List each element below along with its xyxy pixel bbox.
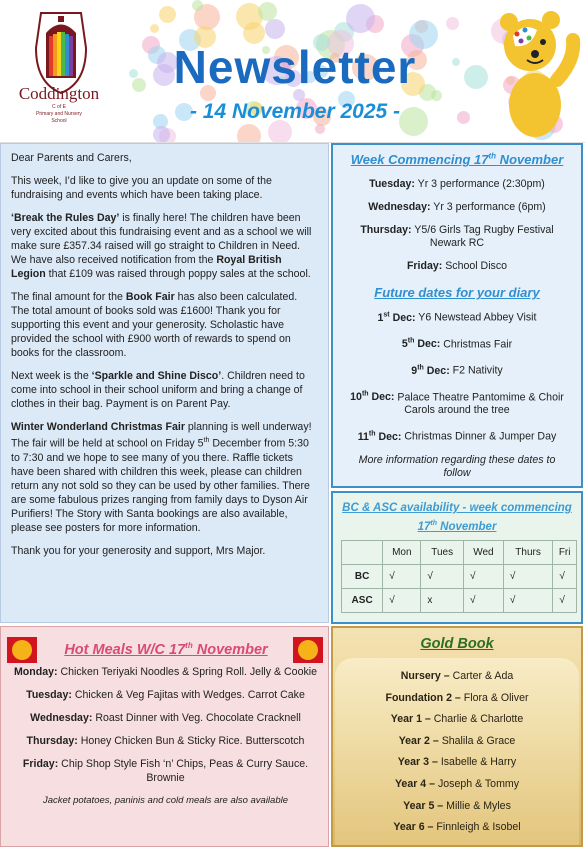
school-name: Coddington	[18, 84, 100, 103]
meal-day: Friday:	[22, 758, 59, 770]
future-text: Palace Theatre Pantomime & Choir Carols around the tree	[394, 391, 564, 417]
future-text: Christmas Fair	[440, 338, 513, 351]
availability-cell: √	[463, 589, 503, 613]
availability-cell: √	[553, 565, 577, 589]
week-event	[333, 201, 581, 214]
meal-text: Chicken & Veg Fajitas with Wedges. Carrot Cake	[71, 689, 305, 701]
availability-title	[333, 500, 581, 535]
availability-day-header: Tues	[421, 541, 464, 565]
future-date-num: 5	[401, 338, 408, 351]
page-title: Newsletter	[173, 41, 417, 93]
future-date-label: Dec:	[423, 364, 450, 377]
gold-book-entry	[333, 774, 581, 796]
meals-title-b: November	[192, 641, 268, 658]
newsletter-date: - 14 November 2025 -	[189, 100, 401, 123]
p3-text-b: . Children need to come into school in their school uniform and bring a change of clothes in their bag. Payment is on Parent Pay.	[11, 370, 305, 410]
gold-book-names: Millie & Myles	[446, 799, 511, 812]
future-date	[411, 365, 449, 377]
gold-book-names: Joseph & Tommy	[437, 777, 520, 790]
school-subtitle	[4, 104, 114, 125]
gold-book-class: Year 1 –	[390, 713, 434, 726]
gold-book-entry	[333, 666, 581, 688]
availability-cell: √	[463, 565, 503, 589]
future-date	[378, 312, 416, 324]
meal-day: Tuesday:	[26, 689, 72, 701]
christmas-fair-label: Winter Wonderland Christmas Fair	[11, 421, 185, 433]
more-info: More information regarding these dates to follow	[358, 453, 556, 479]
gold-book-entry	[333, 817, 581, 839]
christmas-fair-paragraph	[11, 420, 318, 535]
avail-title-sup: th	[430, 520, 437, 527]
meal-text: Chip Shop Style Fish ‘n’ Chips, Peas & Curry Sauce. Brownie	[58, 758, 309, 784]
meals-title-a: Hot Meals W/C 17	[64, 641, 186, 658]
future-date-num: 9	[411, 364, 418, 377]
gold-book-class: Year 3 –	[397, 756, 441, 769]
disco-label: ‘Sparkle and Shine Disco’	[91, 370, 222, 382]
avail-title-b: November	[436, 520, 497, 533]
decorative-dot	[452, 58, 460, 66]
event-text: Y5/6 Girls Tag Rugby Festival Newark RC	[411, 224, 554, 250]
gold-book-names: Flora & Oliver	[463, 691, 529, 704]
p4-sup: th	[203, 437, 210, 444]
sign-off: Thank you for your generosity and support, Mrs Major.	[11, 544, 266, 557]
availability-day-header: Fri	[553, 541, 577, 565]
availability-header-row	[342, 541, 577, 565]
break-rules-heading: ‘Break the Rules Day’	[11, 212, 120, 224]
decorative-dot	[457, 111, 470, 124]
decorative-dot	[150, 24, 159, 33]
p3-text-a: Next week is the	[11, 370, 92, 382]
availability-cell: √	[421, 565, 464, 589]
future-date	[402, 338, 440, 350]
availability-day-header: Wed	[463, 541, 503, 565]
future-date-label: Dec:	[368, 391, 395, 404]
week-title	[333, 152, 581, 167]
availability-row	[342, 589, 577, 613]
newsletter-header	[0, 0, 585, 143]
intro-paragraph: This week, I’d like to give you an update on some of the fundraising and events which have been taking place.	[11, 175, 272, 201]
week-title-sup: th	[488, 152, 497, 161]
event-day: Wednesday:	[368, 201, 431, 214]
future-date-label: Dec:	[389, 311, 416, 324]
future-date-sup: th	[407, 337, 415, 345]
decorative-dot	[132, 78, 146, 92]
gold-book-entry	[333, 796, 581, 818]
future-events	[333, 308, 581, 444]
book-fair-label: Book Fair	[125, 291, 175, 303]
gold-book-class: Year 4 –	[394, 777, 438, 790]
meal-item	[9, 665, 322, 679]
sun-icon	[7, 637, 37, 663]
event-text: Yr 3 performance (2:30pm)	[414, 178, 545, 191]
meals-title-sup: th	[185, 641, 193, 650]
meal-item	[9, 734, 322, 748]
book-fair-paragraph	[11, 290, 318, 360]
week-commencing-box	[331, 143, 583, 488]
future-date-label: Dec:	[414, 338, 441, 351]
meal-text: Honey Chicken Bun & Sticky Rice. Butterscotch	[77, 735, 305, 747]
future-date	[358, 431, 402, 443]
gold-book-class: Nursery –	[400, 670, 453, 682]
availability-row-label: BC	[342, 565, 383, 589]
gold-book-entry	[333, 731, 581, 753]
pudsey-bear-image	[485, 0, 585, 140]
gold-book-title: Gold Book	[420, 636, 494, 652]
gold-book-entry	[333, 752, 581, 774]
gold-book-entry	[333, 688, 581, 710]
availability-row	[342, 565, 577, 589]
decorative-dot	[346, 4, 375, 33]
meal-items	[9, 665, 322, 785]
meal-note: Jacket potatoes, paninis and cold meals are also available	[42, 795, 289, 806]
gold-book-names: Charlie & Charlotte	[433, 713, 524, 726]
decorative-dot	[159, 6, 176, 23]
future-text: F2 Nativity	[449, 364, 503, 377]
week-event	[333, 224, 581, 250]
week-title-b: November	[496, 152, 564, 168]
future-date-num: 11	[357, 430, 369, 443]
future-event	[333, 388, 581, 418]
availability-cell: x	[421, 589, 464, 613]
decorative-dot	[129, 69, 138, 78]
break-the-rules-paragraph	[11, 211, 318, 281]
avail-title-a: BC & ASC availability - week commencing 17	[342, 502, 572, 533]
gold-book-names: Shalila & Grace	[441, 734, 516, 747]
week-event	[333, 260, 581, 273]
future-date-num: 1	[377, 311, 384, 324]
sun-icon	[293, 637, 323, 663]
school-sub-2: Primary and Nursery	[36, 111, 82, 117]
p2-text-a: The final amount for the	[11, 291, 126, 303]
future-date-sup: st	[383, 311, 390, 319]
decorative-dot	[265, 19, 285, 39]
hot-meals-header	[1, 633, 330, 663]
gold-book-class: Year 5 –	[403, 799, 447, 812]
availability-box	[331, 491, 583, 624]
hot-meals-box	[0, 626, 329, 847]
future-text: Y6 Newstead Abbey Visit	[415, 311, 537, 324]
gold-book-box	[331, 626, 583, 847]
week-event	[333, 178, 581, 191]
gold-book-names: Finnleigh & Isobel	[436, 821, 521, 834]
availability-day-header: Thurs	[503, 541, 553, 565]
availability-table	[341, 540, 577, 613]
gold-book-class: Foundation 2 –	[385, 691, 464, 704]
meal-item	[9, 711, 322, 725]
availability-cell: √	[503, 565, 553, 589]
future-text: Christmas Dinner & Jumper Day	[401, 430, 557, 443]
availability-cell: √	[503, 589, 553, 613]
greeting: Dear Parents and Carers,	[11, 152, 132, 164]
week-events	[333, 178, 581, 273]
gold-book-names: Carter & Ada	[452, 670, 514, 682]
gold-book-class: Year 2 –	[398, 734, 442, 747]
event-day: Friday:	[406, 260, 443, 273]
decorative-dot	[192, 0, 203, 11]
decorative-dot	[153, 126, 170, 143]
meal-day: Thursday:	[26, 735, 78, 747]
availability-day-header: Mon	[383, 541, 421, 565]
meal-day: Wednesday:	[30, 712, 93, 724]
gold-book-entry	[333, 709, 581, 731]
future-date-sup: th	[361, 390, 369, 398]
future-dates-title: Future dates for your diary	[374, 285, 540, 301]
future-event	[333, 335, 581, 352]
availability-cell: √	[383, 565, 421, 589]
availability-cell: √	[553, 589, 577, 613]
availability-cell: √	[383, 589, 421, 613]
meal-text: Roast Dinner with Veg. Chocolate Cracknell	[92, 712, 301, 724]
p4-text-a: planning is well underway! The fair will be held at school on Friday 5	[11, 421, 312, 450]
p1-text-a: is finally here! The children have been very excited about this fundraising event and as a school we will make sure £357.34 raised will go straight to Children in Need. We have also received notification from the	[11, 212, 312, 266]
future-date-num: 10	[350, 391, 362, 404]
decorative-dot	[237, 124, 261, 143]
future-event	[333, 308, 581, 325]
decorative-dot	[446, 17, 459, 30]
future-date	[350, 391, 394, 403]
future-date-sup: th	[417, 364, 424, 372]
p4-text-b: December from 5:30 to 7:30 and we hope to see many of you there. Raffle tickets have been shared with children this week, please can children return any not sold so they can be used by other families. There are some fabulous prizes ranging from family days to Dyson Air Purifiers! The Story with Santa bookings are also available, please see posters for more information.	[11, 437, 310, 534]
gold-book-list	[333, 666, 581, 839]
future-date-sup: th	[368, 430, 376, 438]
event-text: School Disco	[442, 260, 508, 273]
royal-british-legion: Royal British Legion	[11, 254, 282, 280]
decorative-dot	[258, 2, 277, 21]
week-title-a: Week Commencing 17	[350, 152, 489, 168]
disco-paragraph	[11, 369, 318, 411]
meal-text: Chicken Teriyaki Noodles & Spring Roll. Jelly & Cookie	[57, 666, 318, 678]
gold-book-names: Isabelle & Harry	[440, 756, 517, 769]
decorative-dot	[431, 90, 442, 101]
meal-item	[9, 688, 322, 702]
meal-list	[9, 665, 322, 808]
event-text: Yr 3 performance (6pm)	[430, 201, 546, 214]
p2-text-b: has also been calculated. The total amount of books sold was £1600! Thank you for supporting this event and your generosity. Scholastic have provided the school with £900 worth of rewards to spend on books for the classroom.	[11, 291, 298, 359]
head-letter	[0, 143, 329, 623]
event-day: Thursday:	[360, 224, 412, 237]
meal-day: Monday:	[13, 666, 58, 678]
event-day: Tuesday:	[369, 178, 415, 191]
p1-text-b: that £109 was raised through poppy sales at the school.	[45, 268, 311, 280]
future-event	[333, 427, 581, 444]
hot-meals-title	[41, 641, 291, 658]
future-event	[333, 361, 581, 378]
availability-row-label: ASC	[342, 589, 383, 613]
school-sub-1: C of E	[52, 104, 66, 110]
future-date-label: Dec:	[375, 430, 402, 443]
gold-book-class: Year 6 –	[393, 821, 437, 834]
availability-corner-cell	[342, 541, 383, 565]
school-sub-3: School	[51, 118, 67, 124]
meal-item	[9, 757, 322, 785]
